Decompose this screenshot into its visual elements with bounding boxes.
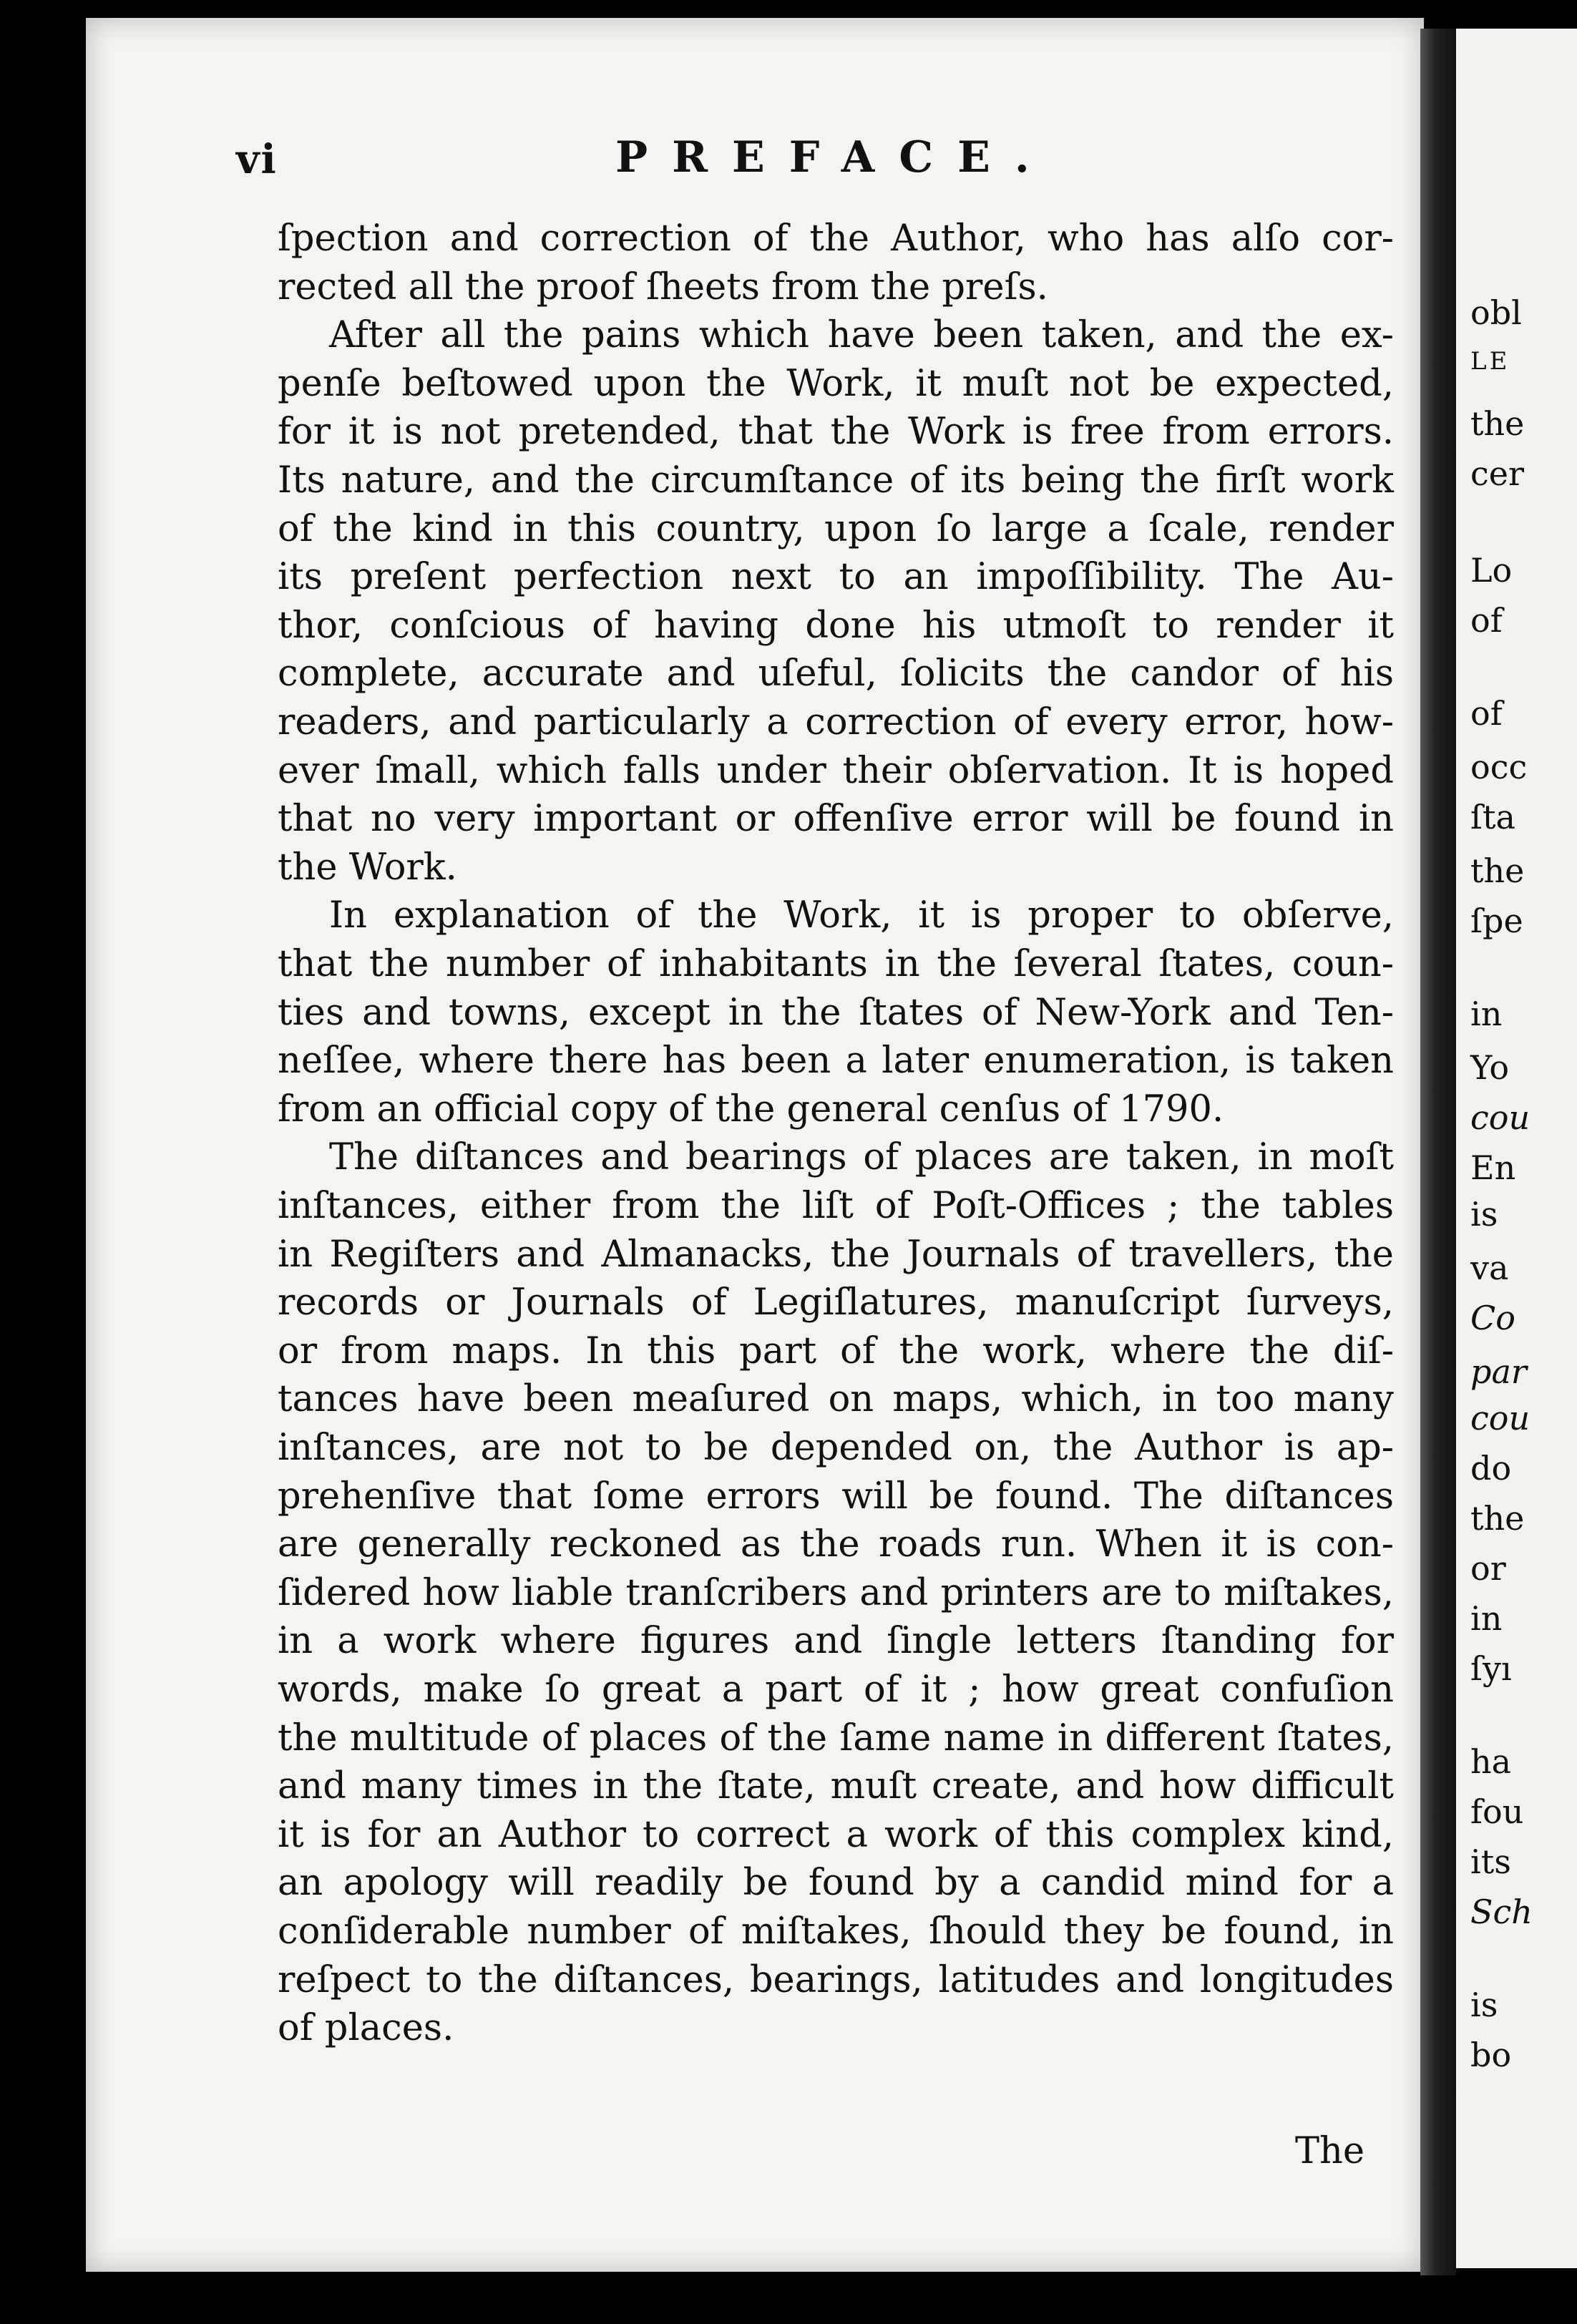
text-line: of places. — [278, 2007, 454, 2050]
right-page-line-fragment: ha — [1470, 1742, 1512, 1781]
text-line: conſiderable number of miſtakes, ſhould they be found, in — [278, 1910, 1394, 1953]
text-line: In explanation of the Work, it is proper to obſerve, — [329, 894, 1394, 937]
text-line: The diſtances and bearings of places are taken, in moſt — [329, 1136, 1394, 1179]
right-page-line-fragment: fou — [1470, 1792, 1524, 1831]
right-page-line-fragment: occ — [1470, 748, 1528, 786]
text-line: and many times in the ſtate, muſt create, and how difficult — [278, 1765, 1394, 1808]
text-line: complete, accurate and uſeful, ſolicits the candor of his — [278, 653, 1394, 695]
text-line: or from maps. In this part of the work, where the diſ- — [278, 1329, 1394, 1372]
right-page-line-fragment: its — [1470, 1842, 1511, 1881]
text-line: ties and towns, except in the ſtates of New-York and Ten- — [278, 991, 1394, 1034]
text-line: penſe beſtowed upon the Work, it muſt not be expected, — [278, 362, 1394, 405]
right-page-line-fragment: Yo — [1470, 1048, 1510, 1087]
right-page-line-fragment: is — [1470, 1986, 1498, 2024]
right-page-line-fragment: va — [1470, 1249, 1509, 1287]
right-page-line-fragment: or — [1470, 1549, 1506, 1588]
right-page-line-fragment: LE — [1470, 347, 1510, 376]
text-line: from an official copy of the general cenſus of 1790. — [278, 1088, 1224, 1131]
text-line: words, make ſo great a part of it ; how great confuſion — [278, 1669, 1394, 1711]
right-page-line-fragment: cou — [1470, 1098, 1530, 1137]
right-page-line-fragment: the — [1470, 404, 1525, 443]
right-page-line-fragment: cer — [1470, 454, 1524, 493]
right-page-line-fragment: Sch — [1470, 1893, 1533, 1931]
right-page-line-fragment: obl — [1470, 293, 1522, 332]
right-page-line-fragment: the — [1470, 851, 1525, 890]
text-line: inſtances, are not to be depended on, the Author is ap- — [278, 1427, 1394, 1469]
page-number: vi — [236, 136, 278, 183]
text-line: thor, conſcious of having done his utmoſt to render it — [278, 604, 1394, 647]
right-page-line-fragment: cou — [1470, 1399, 1530, 1437]
text-line: prehenſive that ſome errors will be found. The diſtances — [278, 1475, 1394, 1518]
text-line: an apology will readily be found by a candid mind for a — [278, 1862, 1394, 1905]
text-line: that the number of inhabitants in the ſeveral ſtates, coun- — [278, 943, 1394, 985]
text-line: tances have been meaſured on maps, which, in too many — [278, 1378, 1394, 1421]
text-line: ever ſmall, which falls under their obſervation. It is hoped — [278, 749, 1394, 792]
right-page-line-fragment: do — [1470, 1449, 1512, 1488]
text-line: After all the pains which have been taken, and the ex- — [329, 314, 1394, 357]
text-line: records or Journals of Legiſlatures, manuſcript ſurveys, — [278, 1281, 1394, 1324]
text-line: ſidered how liable tranſcribers and printers are to miſtakes, — [278, 1571, 1394, 1614]
right-page-line-fragment: is — [1470, 1195, 1498, 1234]
text-line: the multitude of places of the ſame name in different ſtates, — [278, 1717, 1394, 1759]
right-page-line-fragment: Lo — [1470, 551, 1513, 590]
right-page-line-fragment: in — [1470, 1599, 1503, 1638]
right-page-line-fragment: bo — [1470, 2036, 1512, 2074]
text-line: are generally reckoned as the roads run. When it is con- — [278, 1523, 1394, 1566]
right-page-line-fragment: par — [1470, 1352, 1527, 1391]
text-line: inſtances, either from the liſt of Poſt-Offices ; the tables — [278, 1185, 1394, 1227]
right-page-line-fragment: in — [1470, 995, 1503, 1033]
right-page-line-fragment: ſta — [1470, 798, 1515, 836]
text-line: reſpect to the diſtances, bearings, latitudes and longitudes — [278, 1958, 1394, 2001]
text-line: it is for an Author to correct a work of this complex kind, — [278, 1813, 1394, 1856]
text-line: rected all the proof ſheets from the preſs. — [278, 265, 1048, 308]
right-page-line-fragment: the — [1470, 1499, 1525, 1538]
text-line: neſſee, where there has been a later enumeration, is taken — [278, 1040, 1394, 1083]
text-line: for it is not pretended, that the Work is free from errors. — [278, 411, 1394, 454]
running-head: PREFACE. — [615, 132, 1054, 182]
catchword: The — [1295, 2130, 1365, 2172]
right-page-fragment — [1456, 29, 1577, 2268]
text-line: in Regiſters and Almanacks, the Journals of travellers, the — [278, 1233, 1394, 1276]
right-page-line-fragment: Co — [1470, 1299, 1515, 1337]
right-page-line-fragment: En — [1470, 1148, 1516, 1187]
text-line: that no very important or offenſive error will be found in — [278, 798, 1394, 841]
right-page-line-fragment: ſpe — [1470, 902, 1523, 940]
text-line: Its nature, and the circumſtance of its being the firſt work — [278, 459, 1394, 502]
text-line: of the kind in this country, upon ſo large a ſcale, render — [278, 507, 1394, 550]
right-page-line-fragment: of — [1470, 601, 1503, 640]
text-line: readers, and particularly a correction of every error, how- — [278, 701, 1394, 743]
left-page — [86, 18, 1424, 2272]
text-line: its preſent perfection next to an impoſſibility. The Au- — [278, 556, 1394, 599]
text-line: in a work where figures and ſingle letters ſtanding for — [278, 1620, 1394, 1663]
text-line: the Work. — [278, 846, 457, 889]
page-gutter — [1420, 29, 1456, 2275]
right-page-line-fragment: ſyı — [1470, 1649, 1512, 1688]
right-page-line-fragment: of — [1470, 694, 1503, 733]
text-line: ſpection and correction of the Author, who has alſo cor- — [278, 218, 1394, 260]
